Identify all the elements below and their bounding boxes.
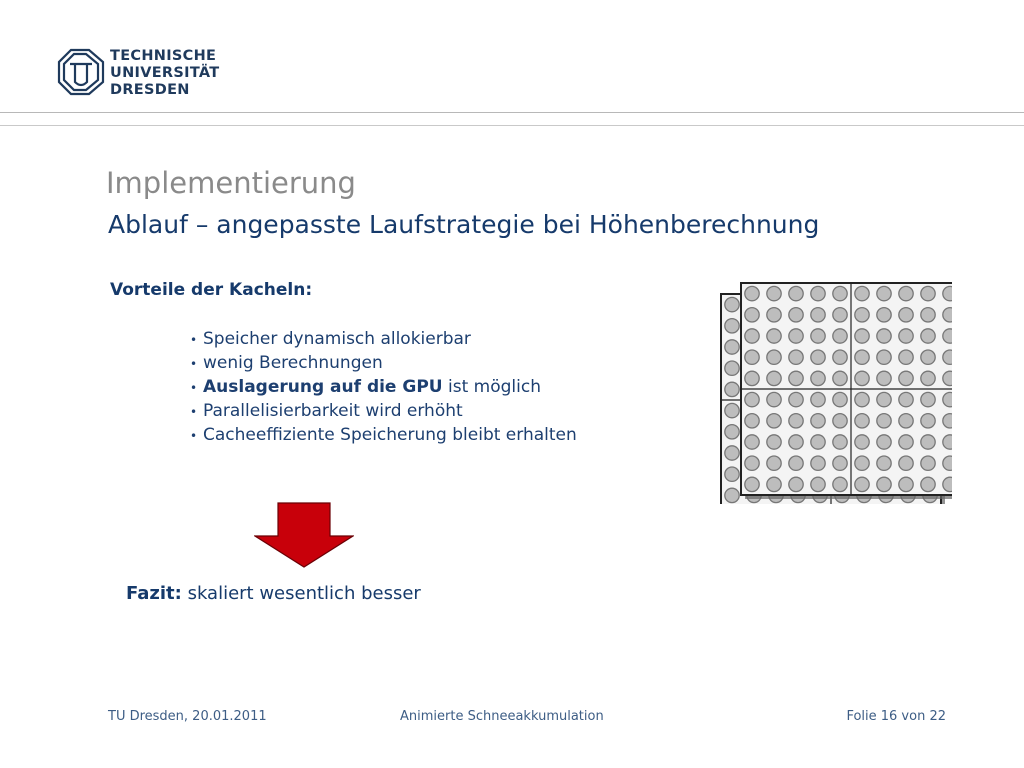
- grid-cell: [877, 350, 891, 364]
- grid-cell: [833, 414, 847, 428]
- grid-cell: [767, 392, 781, 406]
- grid-cell: [921, 371, 935, 385]
- grid-cell: [833, 308, 847, 322]
- conclusion-label: Fazit:: [126, 583, 182, 604]
- conclusion: [126, 583, 421, 604]
- grid-cell: [943, 350, 952, 364]
- grid-cell: [767, 456, 781, 470]
- grid-cell: [899, 435, 913, 449]
- grid-cell: [877, 477, 891, 491]
- grid-cell: [767, 286, 781, 300]
- grid-cell: [811, 456, 825, 470]
- advantages-list: [190, 327, 577, 447]
- list-item: • Speicher dynamisch allokierbar: [190, 327, 577, 351]
- down-arrow-icon: [254, 502, 354, 568]
- grid-cell: [725, 403, 739, 417]
- logo-wordmark: [110, 48, 220, 99]
- grid-cell: [745, 308, 759, 322]
- grid-cell: [921, 435, 935, 449]
- list-item: • Parallelisierbarkeit wird erhöht: [190, 399, 577, 423]
- grid-cell: [789, 392, 803, 406]
- list-item: • Auslagerung auf die GPU ist möglich: [190, 375, 577, 399]
- grid-cell: [789, 308, 803, 322]
- list-item: • wenig Berechnungen: [190, 351, 577, 375]
- grid-cell: [855, 477, 869, 491]
- grid-cell: [725, 319, 739, 333]
- grid-cell: [943, 392, 952, 406]
- grid-cell: [745, 414, 759, 428]
- grid-cell: [921, 414, 935, 428]
- grid-cell: [943, 286, 952, 300]
- grid-cell: [745, 371, 759, 385]
- grid-cell: [811, 329, 825, 343]
- grid-cell: [789, 329, 803, 343]
- grid-cell: [921, 329, 935, 343]
- grid-cell: [745, 456, 759, 470]
- grid-cell: [767, 477, 781, 491]
- grid-cell: [789, 477, 803, 491]
- grid-cell: [833, 350, 847, 364]
- section-heading: Vorteile der Kacheln:: [110, 280, 313, 300]
- header-divider-bottom: [0, 125, 1024, 126]
- bullet-icon: •: [190, 357, 198, 371]
- logo-line-1: TECHNISCHE: [110, 48, 217, 64]
- grid-cell: [899, 371, 913, 385]
- grid-cell: [921, 308, 935, 322]
- grid-cell: [811, 392, 825, 406]
- grid-cell: [767, 329, 781, 343]
- logo-line-2: UNIVERSITÄT: [110, 65, 220, 81]
- grid-cell: [725, 446, 739, 460]
- grid-cell: [811, 371, 825, 385]
- grid-cell: [725, 488, 739, 502]
- slide-subtitle: Ablauf – angepasste Laufstrategie bei Höhenberechnung: [108, 210, 820, 239]
- grid-cell: [855, 435, 869, 449]
- grid-cell: [921, 477, 935, 491]
- grid-cell: [811, 350, 825, 364]
- grid-cell: [855, 456, 869, 470]
- grid-cell: [811, 286, 825, 300]
- grid-cell: [789, 456, 803, 470]
- grid-cell: [943, 371, 952, 385]
- bullet-icon: •: [190, 429, 198, 443]
- grid-cell: [877, 414, 891, 428]
- grid-cell: [745, 286, 759, 300]
- grid-cell: [833, 286, 847, 300]
- logo-line-3: DRESDEN: [110, 82, 190, 98]
- grid-cell: [899, 329, 913, 343]
- grid-cell: [789, 414, 803, 428]
- grid-cell: [877, 286, 891, 300]
- grid-cell: [877, 435, 891, 449]
- grid-cell: [725, 467, 739, 481]
- grid-cell: [725, 361, 739, 375]
- grid-cell: [855, 371, 869, 385]
- grid-cell: [877, 456, 891, 470]
- grid-cell: [899, 350, 913, 364]
- grid-cell: [877, 392, 891, 406]
- grid-cell: [899, 308, 913, 322]
- grid-cell: [725, 382, 739, 396]
- grid-cell: [811, 435, 825, 449]
- bullet-icon: •: [190, 333, 198, 347]
- grid-cell: [767, 308, 781, 322]
- bullet-icon: •: [190, 405, 198, 419]
- grid-cell: [811, 414, 825, 428]
- grid-cell: [833, 371, 847, 385]
- grid-cell: [855, 286, 869, 300]
- grid-cell: [811, 477, 825, 491]
- grid-cell: [745, 435, 759, 449]
- grid-cell: [899, 286, 913, 300]
- grid-cell: [855, 350, 869, 364]
- grid-cell: [767, 350, 781, 364]
- grid-cell: [725, 297, 739, 311]
- footer-presentation-title: Animierte Schneeakkumulation: [400, 709, 604, 724]
- tile-grid-figure: [718, 280, 952, 504]
- grid-cell: [833, 392, 847, 406]
- grid-cell: [811, 308, 825, 322]
- tu-dresden-emblem-icon: [59, 50, 103, 94]
- grid-cell: [767, 414, 781, 428]
- grid-cell: [943, 477, 952, 491]
- grid-cell: [943, 329, 952, 343]
- grid-cell: [745, 392, 759, 406]
- grid-cell: [877, 371, 891, 385]
- grid-cell: [921, 286, 935, 300]
- grid-cell: [921, 456, 935, 470]
- grid-cell: [943, 308, 952, 322]
- grid-cell: [745, 350, 759, 364]
- grid-cell: [855, 392, 869, 406]
- grid-cell: [833, 456, 847, 470]
- grid-cell: [921, 392, 935, 406]
- tile-layer-front: [741, 283, 952, 499]
- grid-cell: [899, 456, 913, 470]
- grid-cell: [789, 435, 803, 449]
- conclusion-text: skaliert wesentlich besser: [181, 583, 421, 604]
- grid-cell: [833, 329, 847, 343]
- grid-cell: [855, 308, 869, 322]
- grid-cell: [855, 329, 869, 343]
- slide-title: Implementierung: [106, 166, 356, 200]
- footer-date: TU Dresden, 20.01.2011: [108, 709, 267, 724]
- grid-cell: [745, 477, 759, 491]
- grid-cell: [789, 371, 803, 385]
- grid-cell: [943, 435, 952, 449]
- grid-cell: [877, 308, 891, 322]
- grid-cell: [767, 371, 781, 385]
- grid-cell: [921, 350, 935, 364]
- header-divider-top: [0, 112, 1024, 113]
- grid-cell: [725, 425, 739, 439]
- grid-cell: [943, 414, 952, 428]
- grid-cell: [725, 340, 739, 354]
- grid-cell: [899, 477, 913, 491]
- grid-cell: [943, 456, 952, 470]
- grid-cell: [855, 414, 869, 428]
- grid-cell: [833, 477, 847, 491]
- grid-cell: [899, 414, 913, 428]
- grid-cell: [789, 286, 803, 300]
- list-item: • Cacheeffiziente Speicherung bleibt erhalten: [190, 423, 577, 447]
- grid-cell: [745, 329, 759, 343]
- footer-slide-number: Folie 16 von 22: [846, 709, 946, 724]
- grid-cell: [899, 392, 913, 406]
- grid-cell: [877, 329, 891, 343]
- grid-cell: [767, 435, 781, 449]
- grid-cell: [789, 350, 803, 364]
- grid-cell: [833, 435, 847, 449]
- bullet-icon: •: [190, 381, 198, 395]
